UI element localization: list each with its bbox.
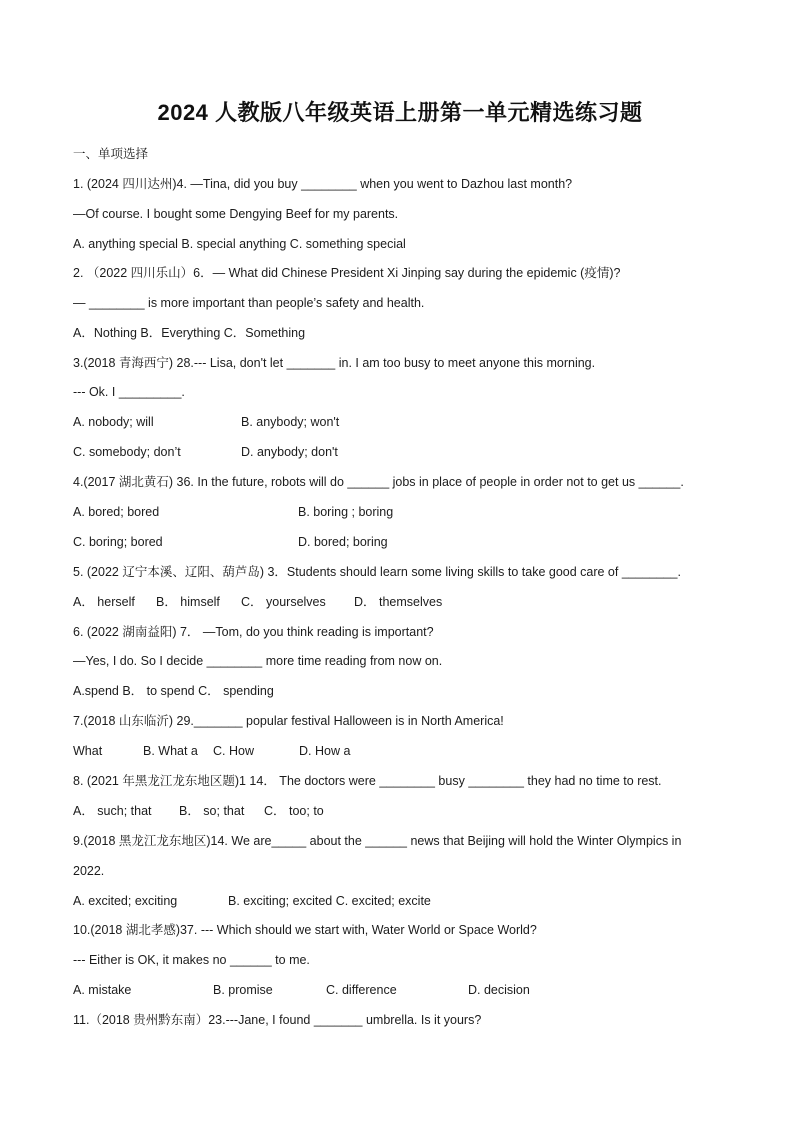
option-a: A． such; that: [73, 804, 152, 818]
option-d: D. anybody; don't: [241, 445, 338, 459]
option-a: A. nobody; will: [73, 415, 154, 429]
question-3-stem: 3.(2018 青海西宁) 28.--- Lisa, don't let _______ in. I am too busy to meet anyone this morning.: [73, 356, 596, 370]
option-c: C． yourselves: [241, 595, 326, 609]
question-1-line: —Of course. I bought some Dengying Beef for my parents.: [73, 207, 399, 221]
option-d: D． themselves: [354, 595, 443, 609]
option-a: What: [73, 744, 103, 758]
question-5-stem: 5. (2022 辽宁本溪、辽阳、葫芦岛) 3．Students should learn some living skills to take good care of ________.: [73, 565, 681, 579]
question-10-stem: 10.(2018 湖北孝感)37. --- Which should we start with, Water World or Space World?: [73, 923, 537, 937]
option-c: C. boring; bored: [73, 535, 163, 549]
option-c: C． too; to: [264, 804, 324, 818]
question-1-options: A. anything special B. special anything C. something special: [73, 237, 406, 251]
section-heading: 一、单项选择: [73, 147, 149, 161]
question-2-stem: 2. （2022 四川乐山）6．— What did Chinese President Xi Jinping say during the epidemic (疫情)?: [73, 266, 621, 280]
option-a: A. excited; exciting: [73, 894, 178, 908]
option-a: A. bored; bored: [73, 505, 160, 519]
question-2-line: — ________ is more important than people’s safety and health.: [73, 296, 425, 310]
option-a: A． herself: [73, 595, 135, 609]
question-4-stem: 4.(2017 湖北黄石) 36. In the future, robots will do ______ jobs in place of people in order not to get us ______.: [73, 475, 684, 489]
option-b: B. promise: [213, 983, 273, 997]
option-d: D. decision: [468, 983, 530, 997]
question-3-line: --- Ok. I _________.: [73, 385, 185, 399]
option-c: C. somebody; don’t: [73, 445, 181, 459]
option-b: B． so; that: [179, 804, 245, 818]
question-8-stem: 8. (2021 年黑龙江龙东地区题)1 14． The doctors were ________ busy ________ they had no time to rest.: [73, 774, 662, 788]
page-title: 2024 人教版八年级英语上册第一单元精选练习题: [157, 100, 643, 125]
question-9-stem: 9.(2018 黑龙江龙东地区)14. We are_____ about the ______ news that Beijing will hold the Winter Olympics in: [73, 834, 682, 848]
option-d: D. How a: [299, 744, 351, 758]
option-b: B. What a: [143, 744, 198, 758]
question-6-options: A.spend B． to spend C． spending: [73, 684, 274, 698]
question-9-line: 2022.: [73, 864, 105, 878]
question-6-stem: 6. (2022 湖南益阳) 7． —Tom, do you think reading is important?: [73, 625, 434, 639]
option-a: A. mistake: [73, 983, 132, 997]
option-d: D. bored; boring: [298, 535, 388, 549]
question-1-stem: 1. (2024 四川达州)4. —Tina, did you buy ________ when you went to Dazhou last month?: [73, 177, 573, 191]
option-b: B. anybody; won't: [241, 415, 340, 429]
question-2-options: A．Nothing B．Everything C．Something: [73, 326, 306, 340]
option-b: B. exciting; excited C. excited; excite: [228, 894, 431, 908]
question-6-line: —Yes, I do. So I decide ________ more time reading from now on.: [73, 654, 443, 668]
option-b: B． himself: [156, 595, 220, 609]
option-b: B. boring ; boring: [298, 505, 394, 519]
question-11-stem: 11.（2018 贵州黔东南）23.---Jane, I found _______ umbrella. Is it yours?: [73, 1013, 482, 1027]
option-c: C. difference: [326, 983, 397, 997]
question-10-line: --- Either is OK, it makes no ______ to me.: [73, 953, 310, 967]
option-c: C. How: [213, 744, 254, 758]
question-7-stem: 7.(2018 山东临沂) 29._______ popular festival Halloween is in North America!: [73, 714, 504, 728]
